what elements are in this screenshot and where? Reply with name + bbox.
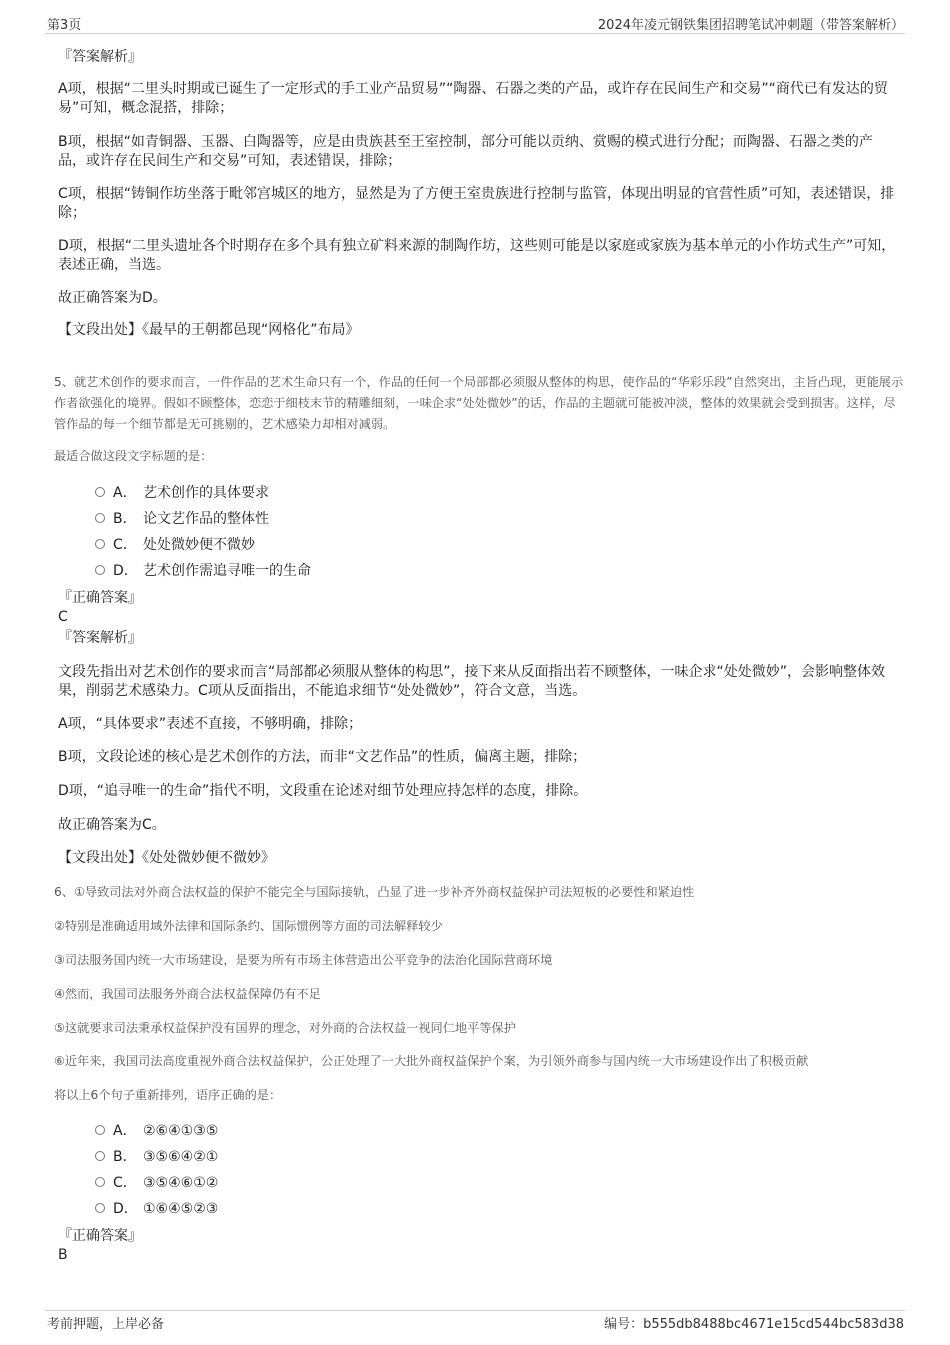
q6-sentence-4: ④然而，我国司法服务外商合法权益保障仍有不足	[54, 987, 321, 1001]
q4-source: 【文段出处】《最早的王朝都邑现“网格化”布局》	[58, 322, 360, 338]
q5-analysis-label: 『答案解析』	[58, 630, 142, 646]
radio-icon[interactable]	[95, 513, 105, 523]
radio-icon[interactable]	[95, 1151, 105, 1161]
radio-icon[interactable]	[95, 487, 105, 497]
q6-sentence-6: ⑥近年来，我国司法高度重视外商合法权益保护，公正处理了一大批外商权益保护个案，为引领外商参与国内统一大市场建设作出了积极贡献	[54, 1054, 809, 1068]
radio-icon[interactable]	[95, 1125, 105, 1135]
q5-conclusion: 故正确答案为C。	[58, 817, 166, 833]
q6-sentence-3: ③司法服务国内统一大市场建设，是要为所有市场主体营造出公平竞争的法治化国际营商环境	[54, 953, 553, 967]
q5-answer-label: 『正确答案』	[58, 590, 142, 606]
q6-sentence-1: 6、①导致司法对外商合法权益的保护不能完全与国际接轨，凸显了进一步补齐外商权益保护司法短板的必要性和紧迫性	[54, 885, 695, 899]
q4-conclusion: 故正确答案为D。	[58, 290, 167, 306]
document-code	[604, 1313, 904, 1332]
q6-prompt: 将以上6个句子重新排列，语序正确的是：	[54, 1088, 282, 1102]
radio-icon[interactable]	[95, 539, 105, 549]
q5-option-d[interactable]: D． 艺术创作需追寻唯一的生命	[95, 561, 311, 581]
document-code-label: 编号：	[604, 1317, 644, 1332]
header-divider	[45, 33, 905, 34]
q4-analysis-a: A项，根据“二里头时期或已诞生了一定形式的手工业产品贸易”“陶器、石器之类的产品，或许存在民间生产和交易”“商代已有发达的贸易”可知，概念混搭，排除；	[58, 81, 888, 116]
q6-answer-label: 『正确答案』	[58, 1228, 142, 1244]
q5-analysis-b: B项，文段论述的核心是艺术创作的方法，而非“文艺作品”的性质，偏离主题，排除；	[58, 749, 587, 765]
q6-sentence-5: ⑤这就要求司法秉承权益保护没有国界的理念，对外商的合法权益一视同仁地平等保护	[54, 1021, 516, 1035]
q5-analysis-a: A项，“具体要求”表述不直接，不够明确，排除；	[58, 716, 363, 732]
radio-icon[interactable]	[95, 1177, 105, 1187]
q6-answer: B	[58, 1247, 68, 1263]
q5-stem: 5、就艺术创作的要求而言，一件作品的艺术生命只有一个，作品的任何一个局部都必须服从整体的构思，使作品的“华彩乐段”自然突出，主旨凸现，更能展示作者欲强化的境界。假如不顾整体，恋恋于细枝末节的精雕细刻，一味企求“处处微妙”的话，作品的主题就可能被冲淡，整体的效果就会受到损害。这样，尽管作品的每一个细节都是无可挑剔的，艺术感染力却相对减弱。	[54, 375, 904, 431]
q5-answer: C	[58, 609, 68, 625]
document-code-value: b555db8488bc4671e15cd544bc583d38	[643, 1317, 904, 1332]
q6-sentence-2: ②特别是准确适用域外法律和国际条约、国际惯例等方面的司法解释较少	[54, 919, 443, 933]
q4-analysis-b: B项，根据“如青铜器、玉器、白陶器等，应是由贵族甚至王室控制，部分可能以贡纳、赏赐的模式进行分配；而陶器、石器之类的产品，或许存在民间生产和交易”可知，表述错误，排除；	[58, 134, 873, 169]
footer-divider	[45, 1310, 905, 1311]
q5-source: 【文段出处】《处处微妙便不微妙》	[58, 850, 275, 866]
q5-option-a[interactable]: A． 艺术创作的具体要求	[95, 483, 269, 503]
q5-analysis-main: 文段先指出对艺术创作的要求而言“局部都必须服从整体的构思”，接下来从反面指出若不顾整体，一味企求“处处微妙”，会影响整体效果，削弱艺术感染力。C项从反面指出，不能追求细节“处处微妙”，符合文意，当选。	[58, 664, 886, 699]
q6-option-a[interactable]: A． ②⑥④①③⑤	[95, 1121, 218, 1141]
q5-option-c[interactable]: C． 处处微妙便不微妙	[95, 535, 255, 555]
q4-analysis-label: 『答案解析』	[58, 49, 142, 65]
q5-analysis-d: D项，“追寻唯一的生命”指代不明，文段重在论述对细节处理应持怎样的态度，排除。	[58, 783, 588, 799]
q6-option-c[interactable]: C． ③⑤④⑥①②	[95, 1173, 218, 1193]
footer-slogan: 考前押题，上岸必备	[47, 1317, 165, 1332]
page-number: 第3页	[47, 18, 82, 33]
q4-analysis-c: C项，根据“铸铜作坊坐落于毗邻宫城区的地方，显然是为了方便王室贵族进行控制与监管，体现出明显的官营性质”可知，表述错误，排除；	[58, 186, 895, 221]
q6-option-b[interactable]: B． ③⑤⑥④②①	[95, 1147, 218, 1167]
radio-icon[interactable]	[95, 565, 105, 575]
q4-analysis-d: D项，根据“二里头遗址各个时期存在多个具有独立矿料来源的制陶作坊，这些则可能是以家庭或家族为基本单元的小作坊式生产”可知，表述正确，当选。	[58, 238, 896, 273]
document-title: 2024年凌元钢铁集团招聘笔试冲刺题（带答案解析）	[597, 18, 904, 33]
q6-option-d[interactable]: D． ①⑥④⑤②③	[95, 1199, 218, 1219]
radio-icon[interactable]	[95, 1203, 105, 1213]
q5-option-b[interactable]: B． 论文艺作品的整体性	[95, 509, 269, 529]
q5-prompt: 最适合做这段文字标题的是：	[54, 449, 213, 463]
